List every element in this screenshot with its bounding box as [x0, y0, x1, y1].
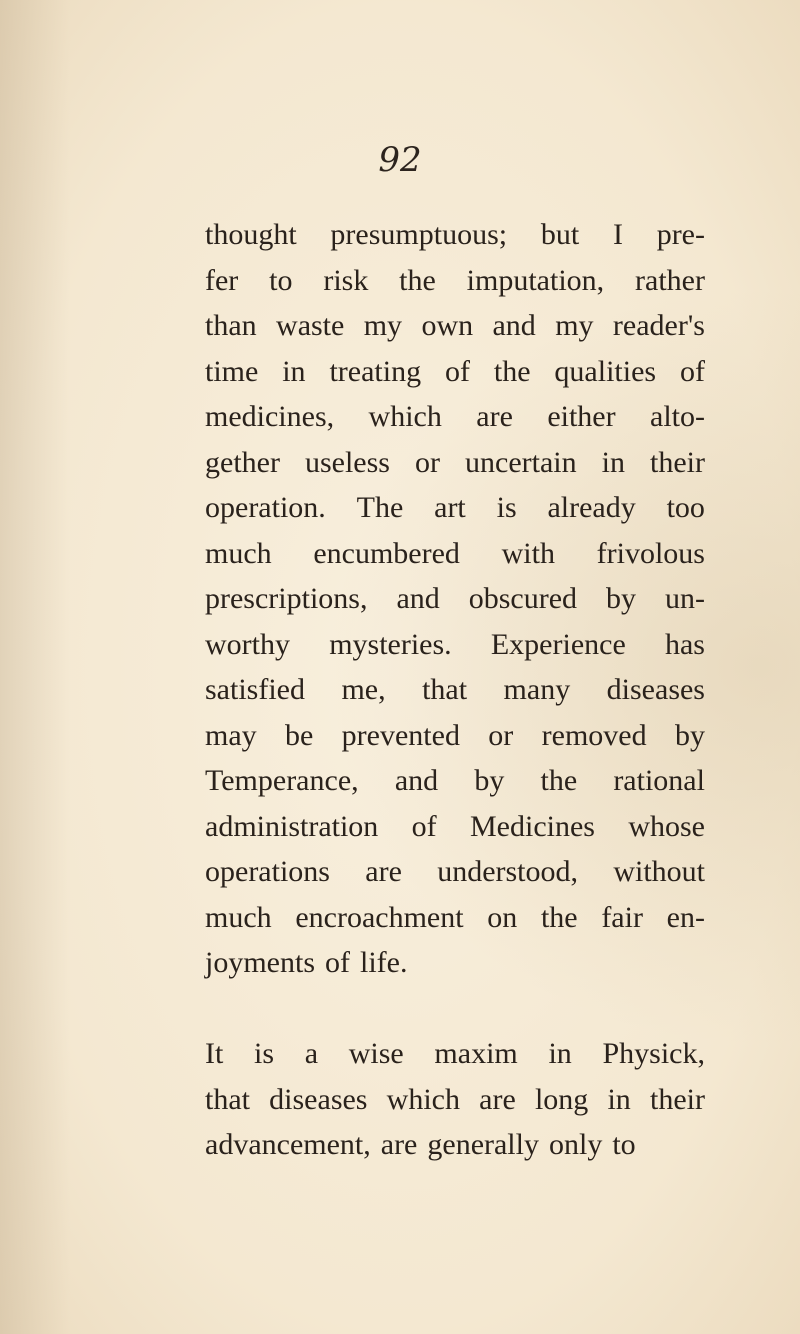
text-line [205, 667, 705, 713]
word: in [601, 445, 625, 479]
word: of [411, 809, 437, 843]
word: be [285, 718, 314, 752]
word: whose [628, 809, 705, 843]
text-line [205, 258, 705, 304]
word: in [548, 1037, 572, 1070]
word: diseases [606, 673, 705, 706]
word: It [205, 1037, 224, 1070]
word: en- [666, 900, 705, 934]
word: rather [635, 263, 705, 297]
word: pre- [656, 218, 705, 251]
word: presumptuous; [330, 218, 508, 251]
word: encroachment [295, 900, 464, 934]
word: fair [601, 900, 643, 934]
word: understood, [437, 855, 579, 888]
word: that [205, 1082, 250, 1116]
word: to [612, 1128, 636, 1161]
word: waste [276, 309, 345, 342]
word: joyments [205, 946, 315, 979]
word: on [487, 900, 518, 934]
paragraph [205, 1031, 705, 1168]
text-line [205, 1122, 705, 1168]
text-line [205, 1031, 705, 1077]
word: that [422, 673, 468, 706]
word: only [548, 1128, 603, 1161]
word: and [396, 582, 440, 615]
word: or [415, 445, 440, 479]
word: obscured [468, 582, 578, 615]
word: many [503, 673, 571, 706]
word: qualities [554, 354, 657, 388]
word: are [476, 400, 513, 433]
word: satisfied [205, 673, 305, 706]
word: advancement, [205, 1128, 371, 1161]
text-line [205, 349, 705, 395]
word: mysteries. [329, 627, 452, 661]
text-line [205, 804, 705, 850]
word: the [493, 354, 531, 388]
word: which [386, 1082, 460, 1116]
word: The [356, 491, 404, 524]
word: without [613, 855, 705, 888]
word: rational [613, 764, 705, 797]
word: art [434, 491, 466, 524]
word: imputation, [466, 263, 605, 297]
word: my [363, 309, 403, 342]
word: has [664, 627, 705, 661]
word: reader's [612, 309, 705, 342]
word: Physick, [602, 1037, 705, 1070]
word: my [555, 309, 594, 342]
word: and [492, 309, 536, 342]
word: treating [329, 354, 422, 388]
text-line [205, 895, 705, 941]
word: of [679, 354, 705, 388]
gutter-shadow [0, 0, 70, 1334]
word: in [282, 354, 306, 388]
page-number: 92 [378, 140, 422, 180]
word: by [606, 582, 636, 615]
word: which [368, 400, 442, 433]
text-line [205, 940, 705, 986]
text-line [205, 622, 705, 668]
word: operations [205, 855, 330, 888]
word: their [649, 1082, 705, 1116]
word: the [399, 263, 436, 297]
word: worthy [205, 627, 290, 661]
word: un- [664, 582, 705, 615]
word: encumbered [313, 536, 460, 570]
word: me, [341, 673, 386, 706]
word: removed [541, 718, 647, 752]
word: administration [205, 809, 379, 843]
word: uncertain [465, 445, 577, 479]
word: of [325, 946, 350, 979]
text-line [205, 1077, 705, 1123]
word: diseases [269, 1082, 368, 1116]
text-line [205, 531, 705, 577]
word: gether [205, 445, 280, 479]
word: of [444, 354, 470, 388]
word: useless [304, 445, 390, 479]
word: generally [427, 1128, 539, 1161]
word: with [501, 536, 555, 570]
word: their [650, 445, 705, 479]
text-line [205, 394, 705, 440]
text-line [205, 713, 705, 759]
word: the [540, 764, 578, 797]
paragraph-gap [205, 986, 705, 1032]
word: frivolous [596, 536, 705, 570]
word: is [254, 1037, 275, 1070]
paragraph [205, 212, 705, 986]
word: operation. [205, 491, 326, 524]
word: already [547, 491, 636, 524]
word: Temperance, [205, 764, 359, 797]
word: I [612, 218, 623, 251]
word: too [666, 491, 705, 524]
word: long [534, 1082, 589, 1116]
word: medicines, [205, 400, 335, 433]
text-line [205, 440, 705, 486]
word: are [479, 1082, 516, 1116]
word: to [269, 263, 293, 297]
word: much [205, 900, 272, 934]
word: but [540, 218, 580, 251]
word: risk [323, 263, 369, 297]
text-line [205, 576, 705, 622]
word: fer [205, 263, 239, 297]
word: and [394, 764, 439, 797]
text-line [205, 485, 705, 531]
word: by [474, 764, 505, 797]
word: much [205, 536, 272, 570]
word: than [205, 309, 257, 342]
word: prescriptions, [205, 582, 368, 615]
word: prevented [341, 718, 460, 752]
text-line [205, 212, 705, 258]
word: is [496, 491, 517, 524]
word: in [607, 1082, 631, 1116]
word: Experience [490, 627, 626, 661]
word: own [421, 309, 474, 342]
text-line [205, 849, 705, 895]
word: maxim [434, 1037, 518, 1070]
word: time [205, 354, 259, 388]
word: Medicines [470, 809, 595, 843]
word: or [488, 718, 514, 752]
word: are [380, 1128, 418, 1161]
text-line [205, 758, 705, 804]
word: may [205, 718, 257, 752]
word: are [365, 855, 402, 888]
word: by [674, 718, 705, 752]
word: life. [360, 946, 408, 979]
word: a [304, 1037, 319, 1070]
word: the [540, 900, 578, 934]
word: wise [348, 1037, 404, 1070]
word: alto- [650, 400, 705, 433]
word: either [547, 400, 616, 433]
body-text [205, 212, 705, 1168]
word: thought [205, 218, 297, 251]
text-line [205, 303, 705, 349]
